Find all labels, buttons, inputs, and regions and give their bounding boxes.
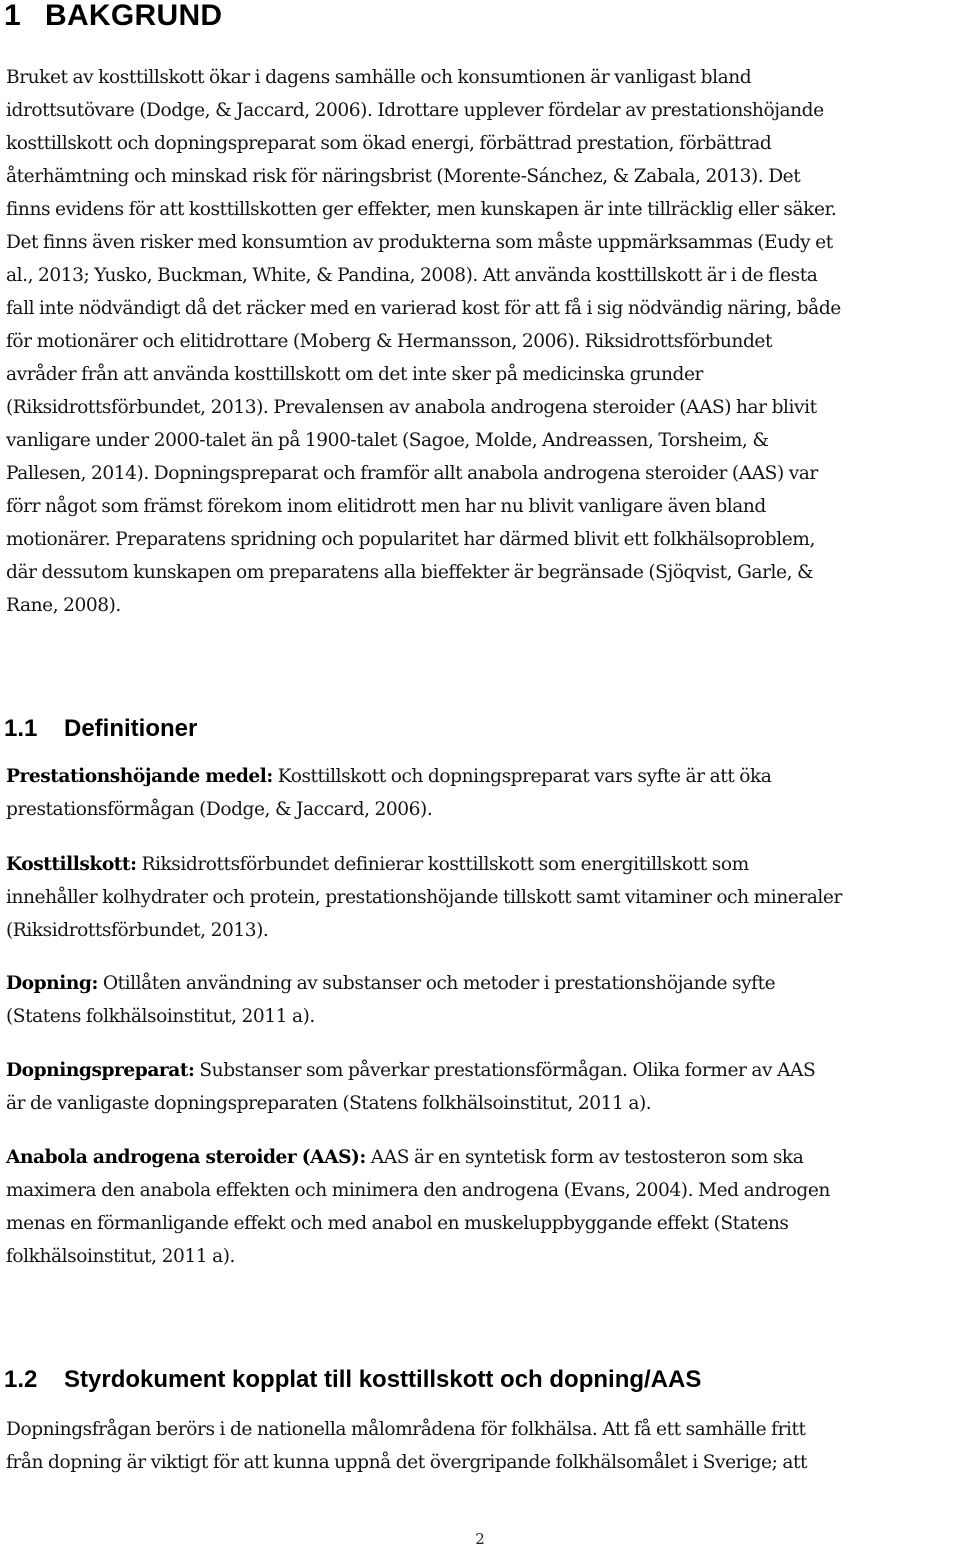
paragraph-bakgrund <box>6 61 960 622</box>
text-line: fall inte nödvändigt då det räcker med en varierad kost för att få i sig nödvändig näring, både <box>6 298 841 319</box>
definition-text-line: innehåller kolhydrater och protein, prestationshöjande tillskott samt vitaminer och mineraler <box>6 887 842 908</box>
page-number: 2 <box>475 1530 485 1548</box>
definition-term: Prestationshöjande medel: <box>6 766 273 787</box>
subsection-title: Definitioner <box>64 715 198 742</box>
text-line: finns evidens för att kosttillskotten ger effekter, men kunskapen är inte tillräcklig eller säker. <box>6 199 837 220</box>
definition-term: Kosttillskott: <box>6 854 137 875</box>
section-title: BAKGRUND <box>45 0 223 32</box>
text-line: förr något som främst förekom inom elitidrott men har nu blivit vanligare även bland <box>6 496 766 517</box>
text-line: från dopning är viktigt för att kunna uppnå det övergripande folkhälsomålet i Sverige; att <box>6 1452 808 1473</box>
text-line: där dessutom kunskapen om preparatens alla bieffekter är begränsade (Sjöqvist, Garle, & <box>6 562 814 583</box>
definition-prestationshojande-medel <box>6 760 960 826</box>
definition-text-line: menas en förmanligande effekt och med anabol en muskeluppbyggande effekt (Statens <box>6 1213 789 1234</box>
definition-text: Riksidrottsförbundet definierar kosttillskott som energitillskott som <box>136 854 749 875</box>
definition-text: AAS är en syntetisk form av testosteron som ska <box>365 1147 804 1168</box>
definition-first-line <box>6 760 960 793</box>
definition-dopningspreparat <box>6 1054 960 1120</box>
text-line: kosttillskott och dopningspreparat som ökad energi, förbättrad prestation, förbättrad <box>6 133 772 154</box>
text-line: Bruket av kosttillskott ökar i dagens samhälle och konsumtionen är vanligast bland <box>6 67 752 88</box>
definition-text-line: folkhälsoinstitut, 2011 a). <box>6 1246 235 1267</box>
text-line: Det finns även risker med konsumtion av produkterna som måste uppmärksammas (Eudy et <box>6 232 833 253</box>
section-heading-bakgrund <box>4 0 222 34</box>
subsection-number: 1.1 <box>4 715 38 742</box>
definition-first-line <box>6 1141 960 1174</box>
definition-first-line <box>6 1054 960 1087</box>
definition-first-line <box>6 967 960 1000</box>
text-line: avråder från att använda kosttillskott om det inte sker på medicinska grunder <box>6 364 703 385</box>
definition-text-line: maximera den anabola effekten och minimera den androgena (Evans, 2004). Med androgen <box>6 1180 830 1201</box>
text-line: för motionärer och elitidrottare (Moberg & Hermansson, 2006). Riksidrottsförbundet <box>6 331 772 352</box>
section-heading-definitioner <box>4 714 197 744</box>
definition-text-line: prestationsförmågan (Dodge, & Jaccard, 2006). <box>6 799 433 820</box>
definition-term: Dopning: <box>6 973 98 994</box>
text-line: (Riksidrottsförbundet, 2013). Prevalensen av anabola androgena steroider (AAS) har blivit <box>6 397 817 418</box>
text-line: återhämtning och minskad risk för näringsbrist (Morente-Sánchez, & Zabala, 2013). Det <box>6 166 801 187</box>
text-line: motionärer. Preparatens spridning och popularitet har därmed blivit ett folkhälsoproblem, <box>6 529 815 550</box>
text-line: al., 2013; Yusko, Buckman, White, & Pandina, 2008). Att använda kosttillskott är i de flesta <box>6 265 818 286</box>
definition-text-line: (Statens folkhälsoinstitut, 2011 a). <box>6 1006 315 1027</box>
definition-text: Otillåten användning av substanser och metoder i prestationshöjande syfte <box>97 973 776 994</box>
definition-dopning <box>6 967 960 1033</box>
subsection-number: 1.2 <box>4 1366 38 1393</box>
text-line: idrottsutövare (Dodge, & Jaccard, 2006). Idrottare upplever fördelar av prestationshöjande <box>6 100 824 121</box>
text-line: Pallesen, 2014). Dopningspreparat och framför allt anabola androgena steroider (AAS) var <box>6 463 818 484</box>
definition-text-line: (Riksidrottsförbundet, 2013). <box>6 920 269 941</box>
definition-text: Kosttillskott och dopningspreparat vars syfte är att öka <box>272 766 772 787</box>
definition-aas <box>6 1141 960 1273</box>
text-line: Rane, 2008). <box>6 595 121 616</box>
definition-text-line: är de vanligaste dopningspreparaten (Statens folkhälsoinstitut, 2011 a). <box>6 1093 652 1114</box>
text-line: Dopningsfrågan berörs i de nationella målområdena för folkhälsa. Att få ett samhälle fritt <box>6 1419 806 1440</box>
definition-term: Anabola androgena steroider (AAS): <box>6 1147 366 1168</box>
definition-term: Dopningspreparat: <box>6 1060 195 1081</box>
text-line: vanligare under 2000-talet än på 1900-talet (Sagoe, Molde, Andreassen, Torsheim, & <box>6 430 769 451</box>
subsection-title: Styrdokument kopplat till kosttillskott och dopning/AAS <box>64 1366 702 1393</box>
definition-kosttillskott <box>6 848 960 947</box>
definition-text: Substanser som påverkar prestationsförmågan. Olika former av AAS <box>194 1060 816 1081</box>
section-heading-styrdokument <box>4 1365 701 1395</box>
section-number: 1 <box>4 0 21 32</box>
definition-first-line <box>6 848 960 881</box>
paragraph-styrdokument <box>6 1413 960 1479</box>
